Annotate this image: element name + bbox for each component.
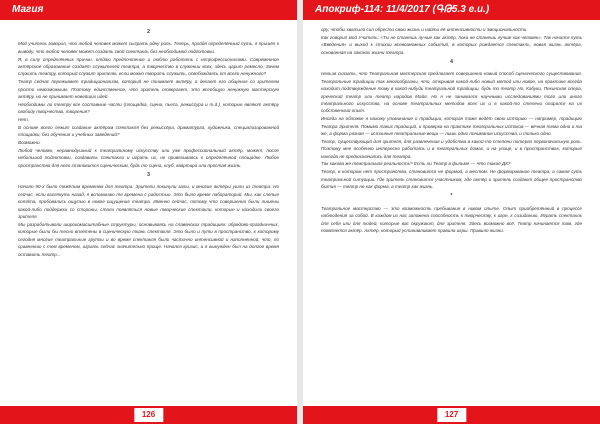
paragraph: Возможно. [18,140,41,146]
page-number: 127 [437,408,466,422]
right-header-title: Апокриф-114: 11/4/2017 (ԳԹ5.3 e.u.) [315,4,490,15]
right-page-body [321,26,582,400]
paragraph: Театр, существующий для зрителя, для развлечения и удобства в какой-то степени потерял первоначальную роль. Поэтому мне особенно интересно работать и в театральных домах, и на улице, и в пространствах, которые никогда не предназначались для театра. [321,138,582,159]
paragraph: Так какова же театральная реальность? Есть ли Театр в фильме — Что такое ДК? [321,161,511,167]
paragraph: ору, чтобы хватило сил обрести свою жизнь и найти её интенсивности и эмоциональности. [321,27,528,32]
paragraph: Театр, в котором нет пространства, становится не формой, а местом. Не формирование театра, а самая суть театральной ситуации. Где зритель становится участником, где актёр и зритель создают общее пространство бытия — театр не как форма, а театр как жизнь. [321,169,582,190]
paragraph: Нет. [18,117,29,123]
section-number: 2 [147,29,150,35]
section-number: 3 [147,172,150,179]
right-page-header [303,0,600,20]
left-page-header [0,0,297,20]
paragraph: В основе всего лежит создание актёром спектакля без режиссёра, драматурга, художника, специализированной площадки, без обучения и учебных заведений? [18,124,279,138]
section-separator: * [450,193,453,200]
paragraph: Как говорил мой Учитель: «Ты не станешь лучше как актёр, пока не станешь лучше как человек». Так начался путь «Введения» и выход к стихии всевозможных событий, в которых рождается спектакль, новая жизнь актёра, основанная на законах жизни театра. [321,34,582,55]
paragraph: Театр сейчас переживает традиционализм, который не понимает актёру, а делает его общение со зрителем просто невозможным. Поэтому единственное, что зритель отвергает, это всеобщую ненужную мастерскую актёру, но не принимает новейших идей. [18,79,279,100]
section-number: 4 [450,59,453,66]
paragraph: Театральное мастерство — это возможность пребывания в новом опыте. Опыт приобретённый в процессе наблюдения за собой. В каждом из нас заложена способность к творчеству, к игре, к созиданию. Играть спектакль для себя или для людей, которые вас окружают, для зрителя. Здесь возможно всё. Театр начинается там, где появляется актёр. Актёр, который устанавливает правила игры. Правило жизни. [321,205,582,234]
left-header-title: Магия [12,4,44,15]
page-number: 126 [134,408,163,422]
right-page-footer [303,406,600,424]
left-page-footer [0,406,297,424]
paragraph: Я, в силу определённых причин, отдаю предпочтение и люблю работать с непрофессионалами. Современное актёрское образование создаёт служителей театра, а творчество в служении всех, здесь царит ремесло. Зачем служить театру, который служит зрителю, если можно творить служить, освобождаясь от всего ненужного? [18,56,279,77]
left-page [0,0,297,424]
paragraph: Мой учитель говорил, что любой человек может сыграть одну роль. Теперь, пройдя определённый путь, я пришёл к выводу, что любой человек может создать свой спектакль без необходимой подготовки. [18,41,279,54]
paragraph: Необходимы ли театру все составные части (площадка, сцена, пьеса, режиссура и т.д.), которые являют актёру свободу творчества, творения? [18,101,279,115]
paragraph: Начало 90-х было тяжёлым временем для театра. Зрители покинули залы, и многие актёры ушли из театра. Но сейчас, если взглянуть назад, я вспоминаю те времена с радостью. Это было время лабораторий. Мы, как слепые котята, пробовались ощупью в новое ощущение театра. Именно сейчас, потому что совершенно были лишены какой-либо поддержки со стороны, стали появляться новые творческие спектакли, которые и находили своего зрителя. [18,184,279,220]
paragraph: Нельзя сказать, что Театральная мастерская предлагает совершенно новый способ сценического существования. Театральные традиции так многообразны, что, открывая какой-либо новый метод или новое, на практике всегда находит подтверждение тому в какой-нибудь театральной традиции, будь то театр Но, Кабуки, Пекинская опера, греческий театр или театр народов Майя. Но я не занимался научными исследованиями того или иного театрального искусства, на основе театральных методов всех их и в какой-то степени опирался на их собственный опыт. [321,71,582,114]
paragraph: Любой человек, неравнодушный к театральному искусству или уже профессиональный актёр, может, после небольшой подготовки, создавать спектакли и играть их, не привязываясь к определённой площадке. Любое пространство для него становится сценическим, будь то сцена, клуб, квартира или простая жизнь. [18,147,279,168]
paragraph: Мы разрабатывали широкомасштабные структуры, основываясь на славянских традициях: обрядово-праздничных, которые были бы тесно вплетены в сценическую ткань спектакля. Это было и пути в пространство, к которому сегодня многие театральные группы и во время спектакля было частично интенсивной и наполненной, что, по сравнению с тем временем, играть сейчас значительно проще. Начался кризис, и я вынужден был на долгое время оставить театр... [18,221,279,257]
left-page-body [18,26,279,400]
right-page [303,0,600,424]
paragraph: Иногда на обложке я нахожу упоминание о традиции, которая тоже ведёт свою историю — например, традицию Театра Зрителя. Помимо таких традиций, и проверка на практике театральных истоков — вечная тема одна и та же, а форма разная — истинные театральные вещи — лишь одно понимание искусства, и только одно. [321,116,582,137]
